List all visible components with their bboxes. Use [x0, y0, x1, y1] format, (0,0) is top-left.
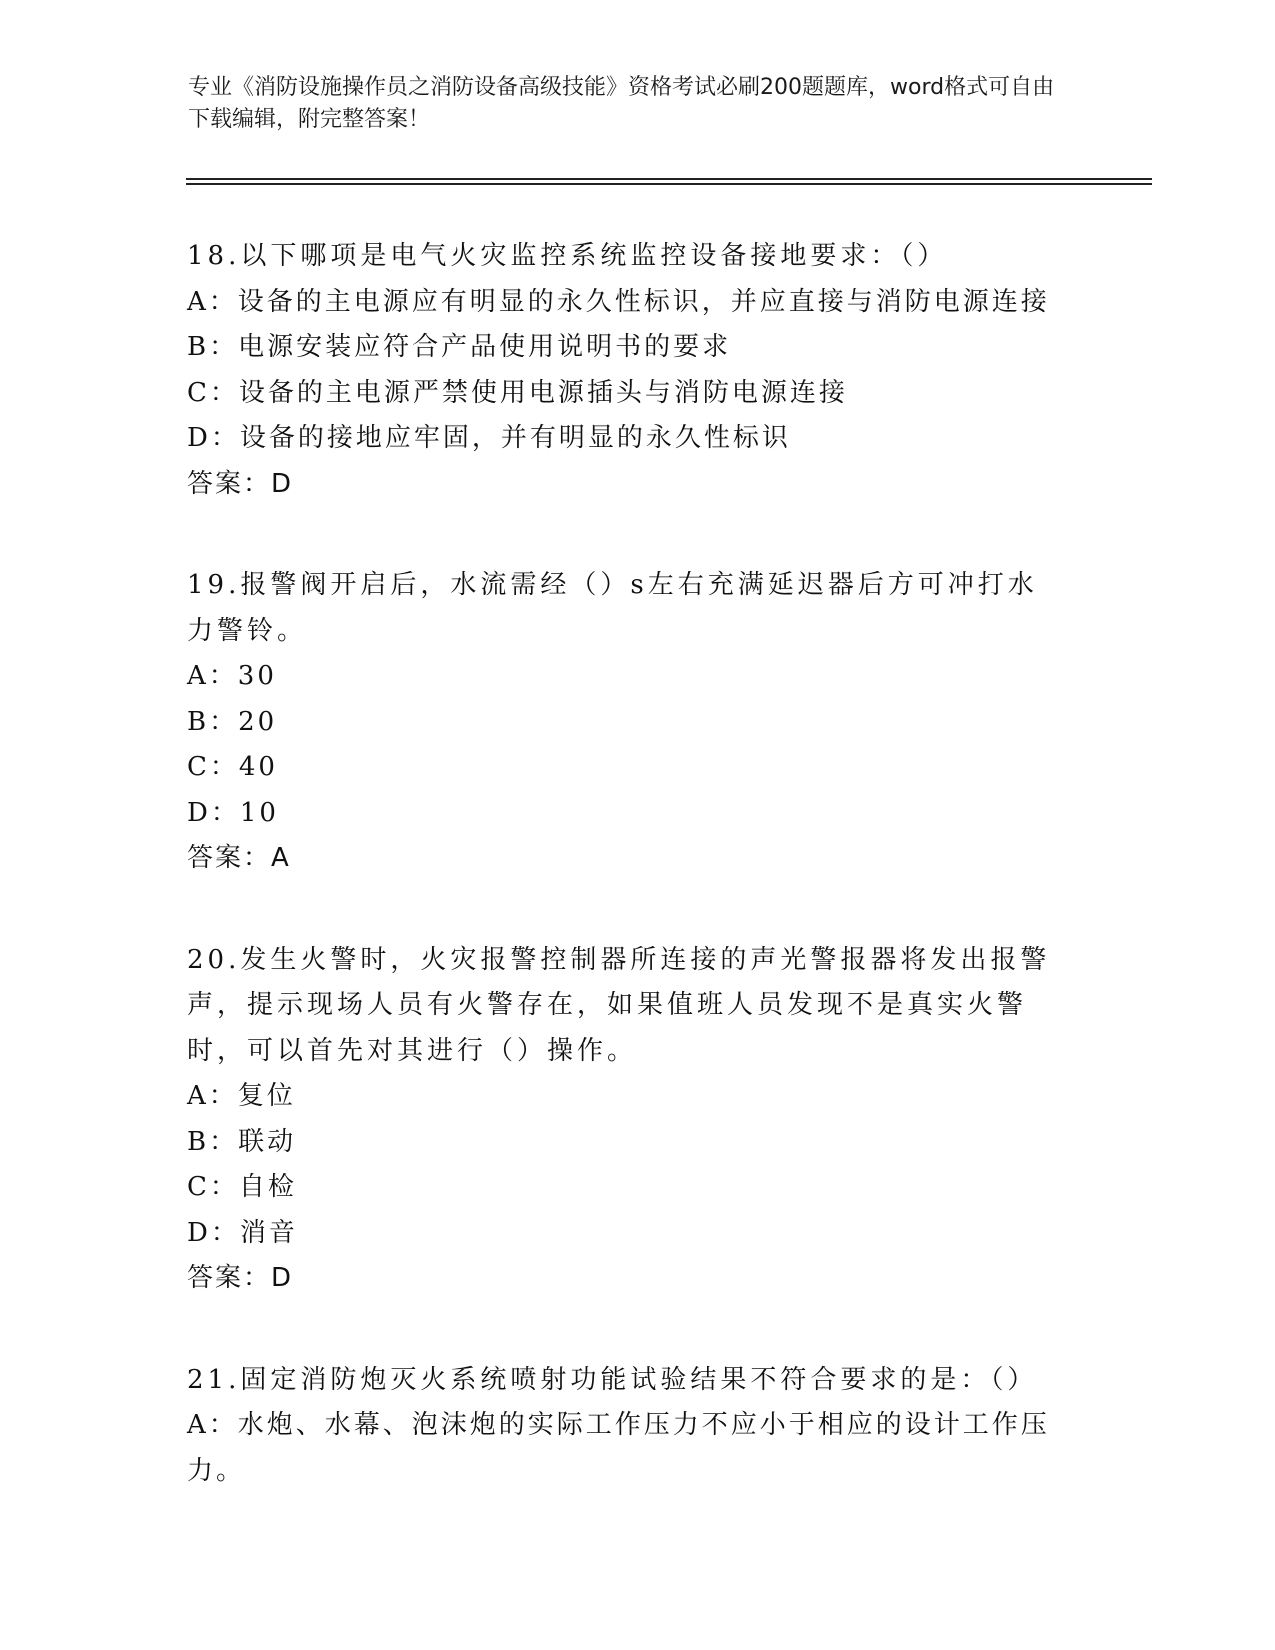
option-c: C：40	[187, 752, 278, 782]
header-intro-text: 专业《消防设施操作员之消防设备高级技能》资格考试必刷200题题库，word格式可自由下载编辑，附完整答案！	[188, 75, 1055, 132]
answer-text: 答案：D	[187, 468, 294, 499]
question-text: 18.以下哪项是电气火灾监控系统监控设备接地要求：（）	[187, 241, 948, 271]
question-21	[187, 1358, 1067, 1495]
option-c: C：自检	[187, 1172, 297, 1202]
document-header	[188, 72, 1068, 136]
question-text: 21.固定消防炮灭火系统喷射功能试验结果不符合要求的是：（）	[187, 1364, 1038, 1395]
question-18	[187, 234, 1067, 507]
option-d: D：设备的接地应牢固，并有明显的永久性标识	[187, 423, 791, 453]
header-divider-bottom	[186, 183, 1152, 185]
option-a: A：水炮、水幕、泡沫炮的实际工作压力不应小于相应的设计工作压力。	[187, 1410, 1050, 1486]
answer-text: 答案：D	[187, 1263, 294, 1293]
question-text: 20.发生火警时，火灾报警控制器所连接的声光警报器将发出报警声，提示现场人员有火警存在，如果值班人员发现不是真实火警时，可以首先对其进行（）操作。	[187, 944, 1051, 1066]
option-a: A：30	[187, 661, 277, 691]
question-text: 19.报警阀开启后，水流需经（）s左右充满延迟器后方可冲打水力警铃。	[187, 570, 1038, 646]
option-b: B：电源安装应符合产品使用说明书的要求	[187, 332, 732, 362]
option-a: A：复位	[187, 1081, 296, 1111]
question-20	[187, 938, 1067, 1302]
option-d: D：消音	[187, 1217, 298, 1248]
option-b: B：联动	[187, 1126, 297, 1157]
question-19	[187, 563, 1067, 882]
option-a: A：设备的主电源应有明显的永久性标识，并应直接与消防电源连接	[187, 286, 1050, 317]
answer-text: 答案：A	[187, 843, 291, 873]
header-divider-top	[186, 178, 1152, 180]
option-c: C：设备的主电源严禁使用电源插头与消防电源连接	[187, 377, 848, 408]
option-b: B：20	[187, 706, 278, 737]
option-d: D：10	[187, 797, 279, 828]
question-list	[187, 234, 1067, 1550]
